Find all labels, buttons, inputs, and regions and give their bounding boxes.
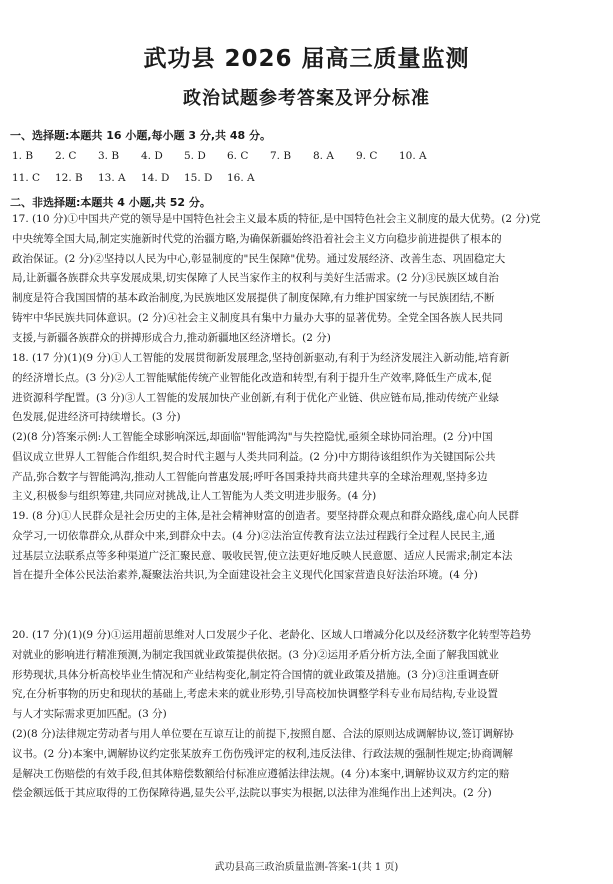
- answer-q17: 17. (10 分)①中国共产党的领导是中国特色社会主义最本质的特征,是中国特色社会主义制度的最大优势。(2 分)党 中央统筹全国大局,制定实施新时代党的治疆方略,为确保新疆始终沿着社会主义方向稳步前进提供了根本的 政治保证。(2 分)②坚持以人民为中心,彰显制度的"民生保障"优势。通过发展经济、改善生态、巩固稳定大 局,让新疆各族群众共享发展成果,切实保障了人民当家作主的权利与美好生活需求。(2 分)③民族区域自治 制度是符合我国国情的基本政治制度,为民族地区发展提供了制度保障,有力维护国家统一与民族团结,不断 铸牢中华民族共同体意识。(2 分)④社会主义制度具有集中力量办大事的显著优势。全党全国各族人民共同 支援,与新疆各族群众的拼搏形成合力,推动新疆地区经济增长。(2 分): [12, 213, 541, 344]
- answer-q19: 19. (8 分)①人民群众是社会历史的主体,是社会精神财富的创造者。要坚持群众观点和群众路线,虚心向人民群 众学习,一切依靠群众,从群众中来,到群众中去。(4 分)②法治宣传教育法立法过程践行全过程人民民主,通 过基层立法联系点等多种渠道广泛汇聚民意、吸收民智,使立法更好地反映人民意愿、适应人民需求;制定本法 旨在提升全体公民法治素养,凝聚法治共识,为全面建设社会主义现代化国家营造良好法治环境。(4 分): [12, 510, 519, 582]
- choice-answer: 9. C: [356, 150, 378, 162]
- choice-answer: 16. A: [227, 172, 255, 184]
- choice-answer: 3. B: [98, 150, 120, 162]
- choice-answer: 8. A: [313, 150, 334, 162]
- answer-q18-part1: 18. (17 分)(1)(9 分)①人工智能的发展贯彻新发展理念,坚持创新驱动,有利于为经济发展注入新动能,培育新 的经济增长点。(3 分)②人工智能赋能传统产业智能化改造和转型,有利于提升生产效率,降低生产成本,促 进资源科学配置。(3 分)③人工智能的发展加快产业创新,有利于优化产业链、供应链布局,推动传统产业绿 色发展,促进经济可持续增长。(3 分): [12, 352, 510, 424]
- choice-answer: 5. D: [184, 150, 206, 162]
- choice-answer: 13. A: [98, 172, 126, 184]
- section-heading-choice: 一、选择题:本题共 16 小题,每小题 3 分,共 48 分。: [10, 129, 272, 142]
- choice-answer: 4. D: [141, 150, 163, 162]
- choice-answer: 14. D: [141, 172, 170, 184]
- answer-q20-part1: 20. (17 分)(1)(9 分)①运用超前思维对人口发展少子化、老龄化、区域人口增减分化以及经济数字化转型等趋势 对就业的影响进行精准预测,为制定我国就业政策提供依据。(3 分)②运用矛盾分析方法,全面了解我国就业 形势现状,具体分析高校毕业生情况和产业结构变化,制定符合国情的就业政策及措施。(3 分)③注重调查研 究,在分析事物的历史和现状的基础上,考虑未来的就业形势,引导高校加快调整学科专业布局结构,专业设置 与人才实际需求更加匹配。(3 分): [12, 629, 532, 721]
- page-title: 武功县 2026 届高三质量监测: [143, 46, 470, 72]
- choice-answer: 15. D: [184, 172, 213, 184]
- choice-answer: 11. C: [12, 172, 41, 184]
- choice-answer: 6. C: [227, 150, 249, 162]
- choice-answers-row-2: [12, 172, 270, 184]
- choice-answers-row-1: [12, 150, 442, 162]
- choice-answer: 12. B: [55, 172, 83, 184]
- page-footer: 武功县高三政治质量监测-答案-1(共 1 页): [214, 862, 399, 873]
- section-heading-nonchoice: 二、非选择题:本题共 4 小题,共 52 分。: [10, 196, 211, 209]
- answer-q20-part2: (2)(8 分)法律规定劳动者与用人单位要在互谅互让的前提下,按照自愿、合法的原则达成调解协议,签订调解协 议书。(2 分)本案中,调解协议约定张某放弃工伤伤残评定的权利,违反法律、行政法规的强制性规定;协商调解 是解决工伤赔偿的有效手段,但其体赔偿数额给付标准应遵循法律法规。(4 分)本案中,调解协议双方约定的赔 偿金额远低于其应取得的工伤保障待遇,显失公平,法院以事实为根据,以法律为准绳作出上述判决。(2 分): [12, 728, 514, 800]
- choice-answer: 10. A: [399, 150, 427, 162]
- page-subtitle: 政治试题参考答案及评分标准: [183, 88, 430, 109]
- choice-answer: 7. B: [270, 150, 292, 162]
- choice-answer: 2. C: [55, 150, 77, 162]
- answer-q18-part2: (2)(8 分)答案示例:人工智能全球影响深远,却面临"智能鸿沟"与失控隐忧,亟须全球协同治理。(2 分)中国 倡议成立世界人工智能合作组织,契合时代主题与人类共同利益。(2 分)中方期待该组织作为关键国际公共 产品,弥合数字与智能鸿沟,推动人工智能向普惠发展;呼吁各国秉持共商共建共享的全球治理观,坚持多边 主义,积极参与组织筹建,共同应对挑战,让人工智能为人类文明进步服务。(4 分): [12, 431, 496, 503]
- choice-answer: 1. B: [12, 150, 34, 162]
